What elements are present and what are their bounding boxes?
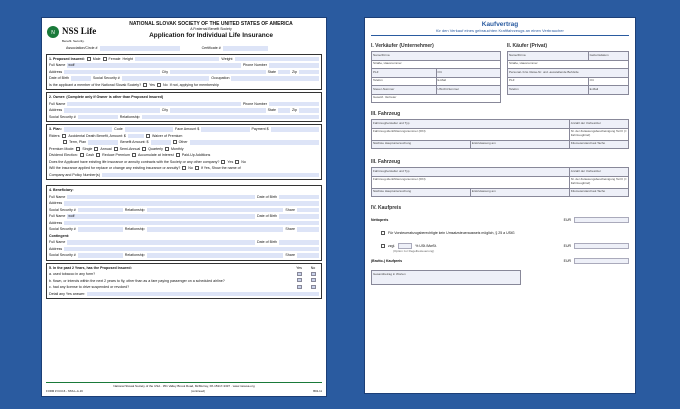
license-no-checkbox[interactable] bbox=[311, 285, 316, 289]
net-price-label: Nettopreis bbox=[371, 217, 389, 222]
ben2-share-field[interactable] bbox=[297, 227, 319, 232]
continued-label: (continued) bbox=[191, 389, 206, 393]
monthly-checkbox[interactable] bbox=[165, 147, 169, 151]
owner-relationship-field[interactable] bbox=[142, 115, 319, 120]
application-footer bbox=[46, 382, 322, 393]
code-field[interactable] bbox=[125, 127, 173, 132]
association-label: Association/Circle # bbox=[66, 46, 98, 51]
owner-ssn-label: Social Security # bbox=[49, 114, 76, 119]
seller-phone-field[interactable]: Telefon bbox=[372, 78, 437, 87]
ben1-name-field[interactable] bbox=[67, 195, 255, 200]
premium-mode-label: Premium Mode: bbox=[49, 146, 75, 151]
state-field[interactable] bbox=[278, 70, 290, 75]
replace-show-label: If Yes, Show the name of bbox=[200, 166, 241, 171]
contingent-label: Contingent: bbox=[49, 233, 70, 238]
weight-label: Weight bbox=[221, 56, 233, 61]
license-yes-checkbox[interactable] bbox=[297, 285, 302, 289]
buyer-section-title: II. Käufer (Privat) bbox=[507, 43, 548, 49]
vehicle-reg-field[interactable]: Nr. der Zulassungsbescheinigung Teil II (= Fahrzeugbrief) bbox=[570, 129, 629, 141]
existing-insurance-question: Does the Applicant have existing life insurance or annuity contracts with the Society or any other company? bbox=[49, 159, 220, 164]
phone-field[interactable] bbox=[269, 63, 319, 68]
seller-rep-field[interactable]: Gesetzl. Vertreter bbox=[372, 95, 501, 104]
certificate-label: Certificate # bbox=[201, 46, 221, 51]
existing-no-checkbox[interactable] bbox=[235, 160, 239, 164]
org-subtitle: A Fraternal Benefit Society bbox=[190, 27, 232, 31]
adb-checkbox[interactable] bbox=[62, 134, 66, 138]
section-5-title: 5. In the past 2 Years, has the Proposed Insured: bbox=[49, 265, 132, 270]
ben1-ssn-label: Social Security # bbox=[49, 207, 76, 212]
buyer-city-field[interactable]: Ort bbox=[589, 78, 629, 87]
form-number: FORM # ICC16 - NSS-L-A-16 bbox=[46, 389, 83, 393]
seller-vat-field[interactable]: USt-ID-Nummer bbox=[437, 86, 502, 95]
section-2-title: 2. Owner: (Complete only if Owner is other than Proposed Insured) bbox=[49, 95, 164, 100]
owner-ssn-field[interactable] bbox=[78, 115, 118, 120]
vehicle2-reg-field[interactable]: Nr. der Zulassungsbescheinigung Teil II (= Fahrzeugbrief) bbox=[570, 177, 629, 189]
owner-address-label: Address bbox=[49, 108, 63, 113]
tobacco-question: a. used tobacco in any form? bbox=[49, 272, 96, 277]
net-eur-label: EUR bbox=[563, 217, 571, 222]
tobacco-no-checkbox[interactable] bbox=[311, 272, 316, 276]
ben1-address-field[interactable] bbox=[64, 201, 319, 206]
ben2-name-label: Full Name bbox=[49, 214, 66, 219]
ben2-rel-label: Relationship bbox=[124, 227, 145, 232]
vehicle-section-title-2: III. Fahrzeug bbox=[371, 159, 401, 165]
paid-up-checkbox[interactable] bbox=[176, 153, 180, 157]
margin-tax-checkbox[interactable] bbox=[381, 231, 385, 235]
member-yes-label: Yes bbox=[149, 82, 155, 87]
zzgl-label: zzgl. bbox=[388, 243, 396, 248]
replace-no-checkbox[interactable] bbox=[182, 166, 186, 170]
city-field[interactable] bbox=[170, 70, 266, 75]
seller-email-field[interactable]: E-Mail bbox=[437, 78, 502, 87]
male-label: Male bbox=[92, 56, 101, 61]
col-no-label: No bbox=[310, 265, 316, 270]
owner-city-field[interactable] bbox=[170, 108, 266, 113]
ben1-dob-field[interactable] bbox=[279, 195, 319, 200]
gross-price-field[interactable] bbox=[574, 258, 629, 264]
payment-label: Payment $ bbox=[251, 127, 269, 132]
insurance-application-page bbox=[41, 17, 327, 397]
reduce-label: Reduce Premium bbox=[102, 153, 130, 158]
dob-field[interactable] bbox=[71, 76, 91, 81]
ben2-dob-label: Date of Birth bbox=[257, 214, 277, 219]
vehicle2-make-field[interactable]: Fahrzeughersteller und Typ bbox=[372, 168, 570, 177]
section-plan bbox=[46, 124, 322, 180]
owner-state-field[interactable] bbox=[278, 108, 290, 113]
owner-address-field[interactable] bbox=[64, 108, 160, 113]
ben1-ssn-field[interactable] bbox=[78, 208, 123, 213]
section-4-title: 4. Beneficiary: bbox=[49, 188, 74, 193]
section-3-title: 3. Plan: bbox=[49, 127, 62, 132]
vat-label: % USt./MwSt. bbox=[415, 243, 437, 248]
ben2-name-field[interactable]: wolf bbox=[67, 214, 255, 219]
cash-checkbox[interactable] bbox=[80, 153, 84, 157]
ben1-name-label: Full Name bbox=[49, 194, 66, 199]
weight-field[interactable] bbox=[235, 57, 319, 62]
owner-phone-label: Phone Number bbox=[242, 101, 267, 106]
wop-label: Waiver of Premium bbox=[151, 133, 183, 138]
cont-dob-label: Date of Birth bbox=[257, 240, 277, 245]
benefit-field[interactable] bbox=[151, 140, 171, 145]
cont-rel-field[interactable] bbox=[147, 253, 284, 258]
cont-dob-field[interactable] bbox=[279, 240, 319, 245]
cash-label: Cash bbox=[85, 153, 95, 158]
certificate-field[interactable] bbox=[223, 46, 268, 51]
cont-name-label: Full Name bbox=[49, 240, 66, 245]
price-section-title: IV. Kaufpreis bbox=[371, 205, 402, 211]
payment-field[interactable] bbox=[271, 127, 319, 132]
license-question: c. had any license to drive suspended or revoked? bbox=[49, 285, 130, 290]
term-field[interactable] bbox=[88, 140, 118, 145]
svg-text:N: N bbox=[51, 30, 55, 36]
buyer-grid bbox=[507, 51, 629, 95]
seller-street-field[interactable]: Straße, Hausnummer bbox=[372, 61, 501, 70]
section-health bbox=[46, 263, 322, 300]
owner-name-field[interactable] bbox=[67, 102, 240, 107]
gross-eur-label: EUR bbox=[563, 258, 571, 263]
nss-logo bbox=[46, 21, 100, 43]
ben1-rel-label: Relationship bbox=[124, 207, 145, 212]
vehicle2-inspection-field[interactable]: Nächste Hauptuntersuchung bbox=[372, 189, 471, 198]
member-question: Is the applicant a member of the National Slovak Society? bbox=[49, 82, 142, 87]
cont-share-field[interactable] bbox=[297, 253, 319, 258]
adb-label: Accidental Death Benefit, Amount: $ bbox=[68, 133, 126, 138]
quarterly-label: Quarterly bbox=[148, 146, 163, 151]
female-label: Female bbox=[108, 56, 121, 61]
member-yes-checkbox[interactable] bbox=[143, 83, 147, 87]
amount-words-field[interactable]: Gesamtbetrag in Worten bbox=[372, 271, 521, 285]
height-field[interactable] bbox=[135, 57, 219, 62]
vehicle-grid-1 bbox=[371, 119, 629, 149]
zip-label: Zip bbox=[292, 69, 298, 74]
ben2-ssn-label: Social Security # bbox=[49, 227, 76, 232]
accumulate-label: Accumulate at Interest bbox=[137, 153, 174, 158]
flying-question: b. flown, or intends within the next 2 years to fly, other than as a fare paying passenger on a scheduled airline? bbox=[49, 278, 225, 283]
male-checkbox[interactable] bbox=[87, 57, 91, 61]
seller-grid bbox=[371, 51, 501, 103]
logo-tagline: Benefit. Security. bbox=[62, 39, 85, 43]
parties-block bbox=[371, 40, 629, 103]
seller-city-field[interactable]: Ort bbox=[437, 69, 502, 78]
ben2-dob-field[interactable] bbox=[279, 214, 319, 219]
detail-field[interactable] bbox=[87, 292, 319, 297]
ssn-field[interactable] bbox=[122, 76, 210, 81]
vehicle-grid-2 bbox=[371, 167, 629, 197]
seller-name-field[interactable]: Name/Firma bbox=[372, 52, 501, 61]
vehicle-section-title: III. Fahrzeug bbox=[371, 111, 401, 117]
height-label: Height bbox=[122, 56, 133, 61]
vehicle-vin-field[interactable]: Fahrzeug-Identifizierungsnummer (FIN) bbox=[372, 129, 570, 141]
ben2-share-label: Share bbox=[285, 227, 295, 232]
tobacco-yes-checkbox[interactable] bbox=[297, 272, 302, 276]
replace-question: Will the insurance applied for replace or change any existing insurance or annuity? bbox=[49, 166, 181, 171]
full-name-field[interactable]: wolf bbox=[67, 63, 240, 68]
ben2-address-label: Address bbox=[49, 220, 63, 225]
org-name: NATIONAL SLOVAK SOCIETY OF THE UNITED STATES OF AMERICA bbox=[129, 21, 293, 27]
ssn-label: Social Security # bbox=[92, 76, 120, 81]
ben2-rel-field[interactable] bbox=[147, 227, 284, 232]
owner-zip-field[interactable] bbox=[299, 108, 319, 113]
vat-checkbox[interactable] bbox=[381, 244, 385, 248]
occupation-field[interactable] bbox=[231, 76, 319, 81]
dividend-election-label: Dividend Election: bbox=[49, 153, 78, 158]
ben1-rel-field[interactable] bbox=[147, 208, 284, 213]
flying-no-checkbox[interactable] bbox=[311, 278, 316, 282]
member-note: If not, applying for membership bbox=[169, 82, 219, 87]
ben1-dob-label: Date of Birth bbox=[257, 194, 277, 199]
plan-field[interactable] bbox=[64, 127, 112, 132]
ben1-address-label: Address bbox=[49, 201, 63, 206]
adb-field[interactable] bbox=[128, 134, 144, 139]
purchase-contract-page bbox=[364, 17, 636, 394]
buyer-birth-field[interactable]: Geburtsdatum bbox=[589, 52, 629, 61]
section-beneficiary bbox=[46, 185, 322, 261]
replace-yes-checkbox[interactable] bbox=[195, 166, 199, 170]
association-field[interactable] bbox=[100, 46, 180, 51]
contract-title: Kaufvertrag bbox=[481, 21, 519, 28]
ben2-ssn-field[interactable] bbox=[78, 227, 123, 232]
section-1-title: 1. Proposed Insured: bbox=[49, 56, 85, 61]
application-header bbox=[46, 21, 322, 45]
monthly-label: Monthly bbox=[170, 146, 184, 151]
seller-section-title: I. Verkäufer (Unternehmer) bbox=[371, 43, 434, 49]
page-code: B02-11 bbox=[313, 389, 322, 393]
nss-emblem-icon bbox=[46, 25, 60, 39]
existing-yes-checkbox[interactable] bbox=[221, 160, 225, 164]
vehicle2-vin-field[interactable]: Fahrzeug-Identifizierungsnummer (FIN) bbox=[372, 177, 570, 189]
detail-label: Detail any Yes answer: bbox=[49, 291, 86, 296]
paid-up-label: Paid-Up Additions bbox=[181, 153, 211, 158]
vehicle2-firstreg-field[interactable]: Erstzulassung am bbox=[471, 189, 570, 198]
vehicle-firstreg-field[interactable]: Erstzulassung am bbox=[471, 141, 570, 150]
existing-yes-label: Yes bbox=[227, 159, 234, 164]
buyer-street-field[interactable]: Straße, Hausnummer bbox=[508, 61, 629, 70]
vat-rate-field[interactable] bbox=[398, 243, 412, 249]
occupation-label: Occupation bbox=[211, 76, 230, 81]
buyer-email-field[interactable]: E-Mail bbox=[589, 86, 629, 95]
ben2-address-field[interactable] bbox=[64, 221, 319, 226]
other-checkbox[interactable] bbox=[173, 140, 177, 144]
cont-share-label: Share bbox=[285, 253, 295, 258]
vehicle-mileage-field[interactable]: Kilometerstand laut Tacho bbox=[570, 141, 629, 150]
gross-price-label: (Brutto-) Kaufpreis bbox=[371, 258, 403, 263]
logo-text: NSS Life bbox=[62, 26, 97, 36]
vat-amount-field[interactable] bbox=[574, 243, 629, 249]
annual-label: Annual bbox=[100, 146, 112, 151]
riders-label: Riders: bbox=[49, 133, 61, 138]
reduce-checkbox[interactable] bbox=[96, 153, 100, 157]
accumulate-checkbox[interactable] bbox=[132, 153, 136, 157]
term-checkbox[interactable] bbox=[63, 140, 67, 144]
existing-no-label: No bbox=[241, 159, 246, 164]
vehicle-inspection-field[interactable]: Nächste Hauptuntersuchung bbox=[372, 141, 471, 150]
zip-field[interactable] bbox=[299, 70, 319, 75]
cont-ssn-label: Social Security # bbox=[49, 253, 76, 258]
dob-label: Date of Birth bbox=[49, 76, 69, 81]
vehicle2-mileage-field[interactable]: Kilometerstand laut Tacho bbox=[570, 189, 629, 198]
section-owner bbox=[46, 92, 322, 122]
annual-checkbox[interactable] bbox=[94, 147, 98, 151]
application-title: Application for Individual Life Insurance bbox=[149, 32, 273, 39]
flying-yes-checkbox[interactable] bbox=[297, 278, 302, 282]
cont-name-field[interactable] bbox=[67, 240, 255, 245]
cont-ssn-field[interactable] bbox=[78, 253, 123, 258]
vat-eur-label: EUR bbox=[563, 243, 571, 248]
vehicle-make-field[interactable]: Fahrzeughersteller und Typ bbox=[372, 120, 570, 129]
semi-annual-checkbox[interactable] bbox=[114, 147, 118, 151]
quarterly-checkbox[interactable] bbox=[142, 147, 146, 151]
buyer-phone-field[interactable]: Telefon bbox=[508, 86, 589, 95]
member-no-checkbox[interactable] bbox=[157, 83, 161, 87]
full-name-label: Full Name bbox=[49, 63, 66, 68]
state-label: State bbox=[267, 69, 277, 74]
section-proposed-insured bbox=[46, 54, 322, 91]
owner-name-label: Full Name bbox=[49, 101, 66, 106]
cont-rel-label: Relationship bbox=[124, 253, 145, 258]
margin-tax-note: Für Vorsteuerabzugsberechtigte kein Umsatzsteuerausweis möglich, § 25 a UStG bbox=[388, 230, 515, 235]
buyer-id-field[interactable]: Personal- bzw. Reise-Nr. und -ausstellende Behörde bbox=[508, 69, 629, 78]
buyer-zip-field[interactable]: PLZ bbox=[508, 78, 589, 87]
vehicle-owners-field[interactable]: Anzahl der Vorbesitzer bbox=[570, 120, 629, 129]
face-amount-label: Face Amount $ bbox=[175, 127, 200, 132]
owner-zip-label: Zip bbox=[292, 108, 298, 113]
owner-relationship-label: Relationship bbox=[119, 114, 140, 119]
owner-phone-field[interactable] bbox=[269, 102, 319, 107]
option-note: (Option zur Regelbesteuerung) bbox=[393, 249, 435, 253]
single-checkbox[interactable] bbox=[76, 147, 80, 151]
address-field[interactable] bbox=[64, 70, 160, 75]
female-checkbox[interactable] bbox=[103, 57, 107, 61]
footer-address: National Slovak Society of the USA · 351 Valley Brook Road, McMurray, PA 15317-3337 · www.nssusa.org bbox=[113, 384, 255, 388]
owner-state-label: State bbox=[267, 108, 277, 113]
other-field[interactable] bbox=[190, 140, 319, 145]
owner-city-label: City bbox=[161, 108, 168, 113]
buyer-name-field[interactable]: Name/Firma bbox=[508, 52, 589, 61]
vehicle2-owners-field[interactable]: Anzahl der Vorbesitzer bbox=[570, 168, 629, 177]
amount-words-grid bbox=[371, 270, 521, 285]
face-amount-field[interactable] bbox=[201, 127, 249, 132]
code-label: Code bbox=[114, 127, 123, 132]
address-label: Address bbox=[49, 69, 63, 74]
ben1-share-label: Share bbox=[285, 207, 295, 212]
single-label: Single bbox=[82, 146, 93, 151]
member-no-label: No bbox=[162, 82, 168, 87]
replace-no-label: No bbox=[188, 166, 193, 171]
contract-subtitle: für den Verkauf eines gebrauchten Kraftfahrzeugs an einen Verbraucher bbox=[371, 28, 629, 36]
col-yes-label: Yes bbox=[296, 265, 302, 270]
cont-address-label: Address bbox=[49, 246, 63, 251]
company-field[interactable] bbox=[102, 173, 319, 178]
term-label: Term, Plan bbox=[69, 140, 87, 145]
benefit-label: Benefit Amount: $ bbox=[120, 140, 149, 145]
net-price-field[interactable] bbox=[574, 217, 629, 223]
cont-address-field[interactable] bbox=[64, 247, 319, 252]
other-label: Other bbox=[178, 140, 188, 145]
ben1-share-field[interactable] bbox=[297, 208, 319, 213]
company-label: Company and Policy Number(s) bbox=[49, 172, 100, 177]
seller-tax-field[interactable]: Steuer-Nummer bbox=[372, 86, 437, 95]
semi-annual-label: Semi-Annual bbox=[119, 146, 141, 151]
phone-label: Phone Number bbox=[242, 63, 267, 68]
city-label: City bbox=[161, 69, 168, 74]
seller-zip-field[interactable]: PLZ bbox=[372, 69, 437, 78]
wop-checkbox[interactable] bbox=[146, 134, 150, 138]
